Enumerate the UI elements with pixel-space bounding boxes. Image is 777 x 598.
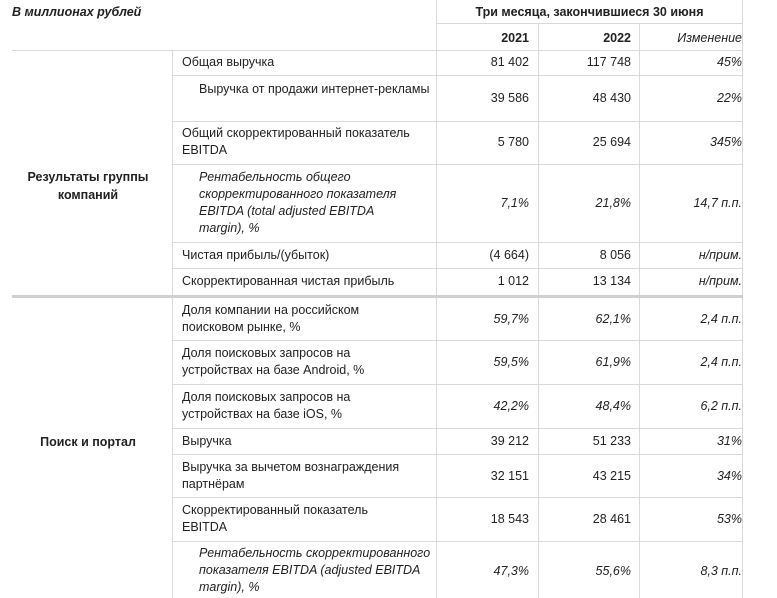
value-2021: 5 780	[497, 135, 529, 149]
row-divider	[172, 541, 743, 542]
value-2022: 48 430	[592, 91, 631, 105]
value-change: 8,3 п.п.	[700, 564, 742, 578]
value-2021: 42,2%	[493, 399, 529, 413]
row-label: Выручка от продажи интернет-рекламы	[199, 82, 430, 96]
row-label: Выручка	[182, 434, 232, 448]
row-label: Общая выручка	[182, 55, 275, 69]
row-label: Доля компании на российском поисковом рынке, %	[182, 303, 360, 334]
value-change: 53%	[716, 512, 742, 526]
value-2021: 39 212	[490, 434, 529, 448]
value-change: 14,7 п.п.	[693, 196, 742, 210]
column-header-2021: 2021	[501, 31, 529, 45]
row-label: Рентабельность скорректированного показателя EBITDA (adjusted EBITDA margin), %	[199, 546, 431, 594]
value-change: 34%	[716, 469, 742, 483]
value-2021: 32 151	[490, 469, 529, 483]
row-label: Доля поисковых запросов на устройствах на базе iOS, %	[182, 390, 351, 421]
row-divider	[172, 428, 743, 429]
value-change: 2,4 п.п.	[700, 355, 742, 369]
value-change: 345%	[710, 135, 742, 149]
row-label: Скорректированная чистая прибыль	[182, 274, 395, 288]
row-label: Общий скорректированный показатель EBITDA	[182, 126, 410, 157]
value-2021: 1 012	[497, 274, 529, 288]
value-2022: 43 215	[592, 469, 631, 483]
row-divider	[172, 340, 743, 341]
grid-line	[12, 50, 743, 51]
value-2022: 62,1%	[595, 312, 631, 326]
grid-line	[172, 50, 173, 598]
group-divider	[12, 295, 743, 298]
period-header: Три месяца, закончившиеся 30 июня	[475, 5, 704, 19]
row-label: Скорректированный показатель EBITDA	[182, 503, 368, 534]
value-change: 45%	[716, 55, 742, 69]
value-change: н/прим.	[698, 248, 742, 262]
row-label: Чистая прибыль/(убыток)	[182, 248, 330, 262]
value-2022: 117 748	[586, 55, 631, 69]
row-divider	[172, 75, 743, 76]
row-divider	[172, 497, 743, 498]
grid-line	[742, 0, 743, 598]
unit-label: В миллионах рублей	[12, 5, 142, 19]
column-header-2022: 2022	[603, 31, 631, 45]
value-2021: 18 543	[490, 512, 529, 526]
value-2022: 55,6%	[595, 564, 631, 578]
row-divider	[172, 384, 743, 385]
group-label-results: Результаты группы компаний	[27, 170, 149, 202]
row-divider	[172, 164, 743, 165]
value-2022: 61,9%	[595, 355, 631, 369]
value-2021: 7,1%	[500, 196, 529, 210]
value-change: 2,4 п.п.	[700, 312, 742, 326]
row-label: Рентабельность общего скорректированного показателя EBITDA (total adjusted EBITDA margin), %	[199, 170, 397, 235]
value-2021: 59,5%	[493, 355, 529, 369]
value-change: 22%	[716, 91, 742, 105]
row-divider	[172, 268, 743, 269]
value-change: 31%	[716, 434, 742, 448]
row-label: Выручка за вычетом вознаграждения партнёрам	[182, 460, 400, 491]
value-2022: 13 134	[592, 274, 631, 288]
value-2022: 28 461	[592, 512, 631, 526]
row-divider	[172, 242, 743, 243]
value-2022: 21,8%	[595, 196, 631, 210]
row-divider	[172, 121, 743, 122]
grid-line	[639, 23, 640, 598]
value-2021: (4 664)	[489, 248, 529, 262]
value-2021: 47,3%	[493, 564, 529, 578]
row-label: Доля поисковых запросов на устройствах на базе Android, %	[182, 346, 365, 377]
value-2022: 25 694	[592, 135, 631, 149]
group-label-search-portal: Поиск и портал	[40, 435, 136, 449]
column-header-change: Изменение	[677, 31, 742, 45]
value-change: н/прим.	[698, 274, 742, 288]
value-2022: 8 056	[599, 248, 631, 262]
value-2022: 51 233	[592, 434, 631, 448]
value-change: 6,2 п.п.	[700, 399, 742, 413]
value-2021: 81 402	[490, 55, 529, 69]
row-divider	[172, 454, 743, 455]
grid-line	[437, 23, 743, 24]
value-2022: 48,4%	[595, 399, 631, 413]
value-2021: 59,7%	[493, 312, 529, 326]
value-2021: 39 586	[490, 91, 529, 105]
